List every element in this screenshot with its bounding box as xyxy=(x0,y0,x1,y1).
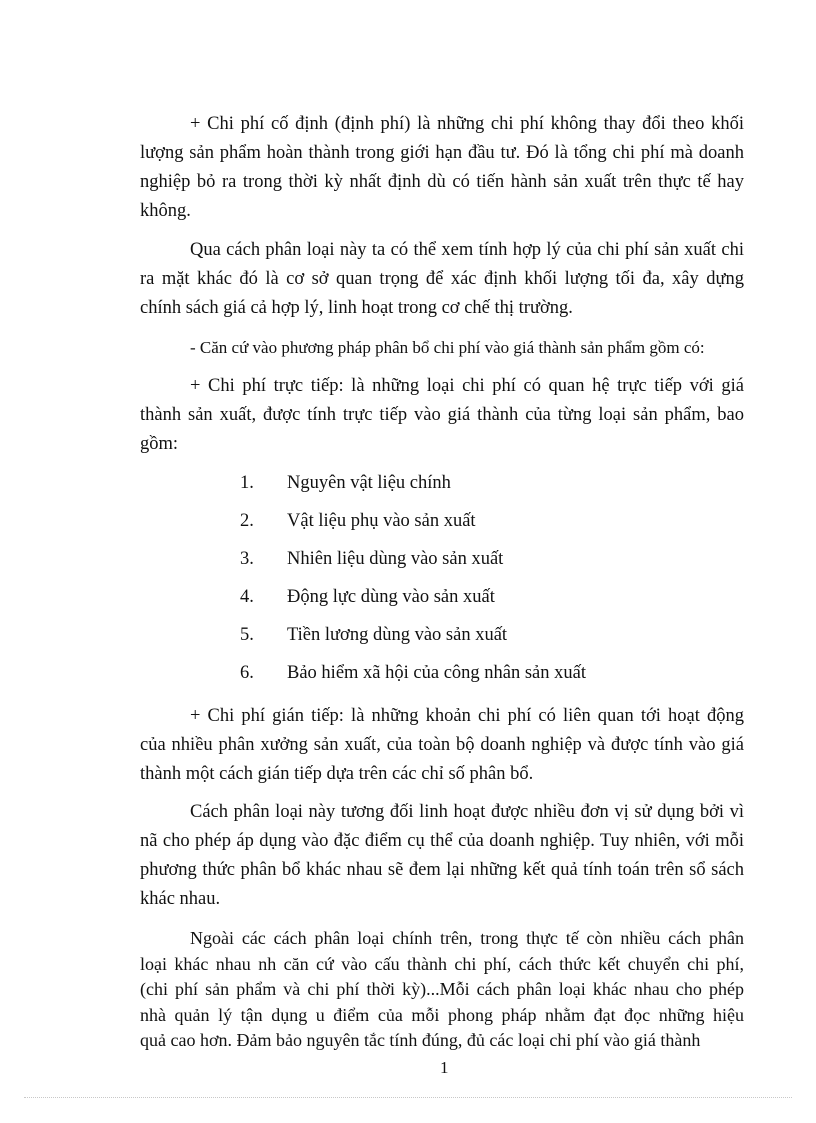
page-number: 1 xyxy=(440,1058,449,1077)
text-line: + Chi phí cố định (định phí) là những chi phí không thay đổi theo khối xyxy=(190,114,744,134)
list-number: 3. xyxy=(240,549,254,569)
list-text: Nguyên vật liệu chính xyxy=(287,473,451,493)
paragraph-fixed-cost xyxy=(140,110,744,226)
text-line: Qua cách phân loại này ta có thể xem tính hợp lý của chi phí sản xuất chi xyxy=(190,240,744,260)
list-number: 5. xyxy=(240,625,254,645)
paragraph-direct-cost xyxy=(140,372,744,459)
list-text: Nhiên liệu dùng vào sản xuất xyxy=(287,549,504,569)
list-number: 2. xyxy=(240,511,254,531)
text-line: nghiệp bỏ ra trong thời kỳ nhất định dù có tiến hành sản xuất trên thực tế hay xyxy=(140,172,744,192)
text-line: lượng sản phẩm hoàn thành trong giới hạn đầu tư. Đó là tổng chi phí mà doanh xyxy=(140,143,744,163)
text-line: khác nhau. xyxy=(140,889,221,909)
list-number: 6. xyxy=(240,663,254,683)
list-number: 4. xyxy=(240,587,254,607)
text-line: không. xyxy=(140,201,191,221)
text-line: loại khác nhau nh căn cứ vào cấu thành chi phí, cách thức kết chuyển chi phí, xyxy=(140,953,744,974)
text-line: quả cao hơn. Đảm bảo nguyên tắc tính đúng, đủ các loại chi phí vào giá thành xyxy=(140,1030,701,1050)
text-line: nhà quản lý tận dụng u điểm của mỗi phong pháp nhằm đạt đọc những hiệu xyxy=(140,1004,744,1025)
text-line: (chi phí sản phẩm và chi phí thời kỳ)...Mỗi cách phân loại khác nhau cho phép xyxy=(140,979,744,999)
text-line: của nhiều phân xưởng sản xuất, của toàn bộ doanh nghiệp và được tính vào giá xyxy=(140,735,744,755)
paragraph-allocation-method: - Căn cứ vào phương pháp phân bổ chi phí vào giá thành sản phẩm gồm có: xyxy=(190,338,705,357)
list-text: Tiền lương dùng vào sản xuất xyxy=(287,625,508,645)
footer-divider xyxy=(24,1097,792,1098)
paragraph-classification-purpose xyxy=(140,236,744,323)
text-line: + Chi phí trực tiếp: là những loại chi phí có quan hệ trực tiếp với giá xyxy=(190,376,744,396)
text-line: Ngoài các cách phân loại chính trên, trong thực tế còn nhiều cách phân xyxy=(190,928,744,948)
text-line: Cách phân loại này tương đối linh hoạt được nhiều đơn vị sử dụng bởi vì xyxy=(190,802,744,822)
list-text: Vật liệu phụ vào sản xuất xyxy=(287,511,476,531)
text-line: ra mặt khác đó là cơ sở quan trọng để xác định khối lượng tối đa, xây dựng xyxy=(140,269,744,289)
list-number: 1. xyxy=(240,473,254,493)
text-line: thành một cách gián tiếp dựa trên các chỉ số phân bổ. xyxy=(140,764,534,784)
text-line: + Chi phí gián tiếp: là những khoản chi phí có liên quan tới hoạt động xyxy=(190,706,744,726)
text-line: phương thức phân bổ khác nhau sẽ đem lại những kết quả tính toán trên sổ sách xyxy=(140,860,744,880)
text-line: nã cho phép áp dụng vào đặc điểm cụ thể của doanh nghiệp. Tuy nhiên, với mỗi xyxy=(140,831,744,851)
paragraph-other-classifications xyxy=(140,926,744,1054)
list-text: Động lực dùng vào sản xuất xyxy=(287,587,495,607)
paragraph-flexibility xyxy=(140,798,744,914)
paragraph-indirect-cost xyxy=(140,702,744,789)
list-text: Bảo hiểm xã hội của công nhân sản xuất xyxy=(287,663,586,683)
text-line: gồm: xyxy=(140,434,179,454)
text-line: thành sản xuất, được tính trực tiếp vào giá thành của từng loại sản phẩm, bao xyxy=(140,405,744,425)
text-line: chính sách giá cả hợp lý, linh hoạt trong cơ chế thị trường. xyxy=(140,298,573,318)
